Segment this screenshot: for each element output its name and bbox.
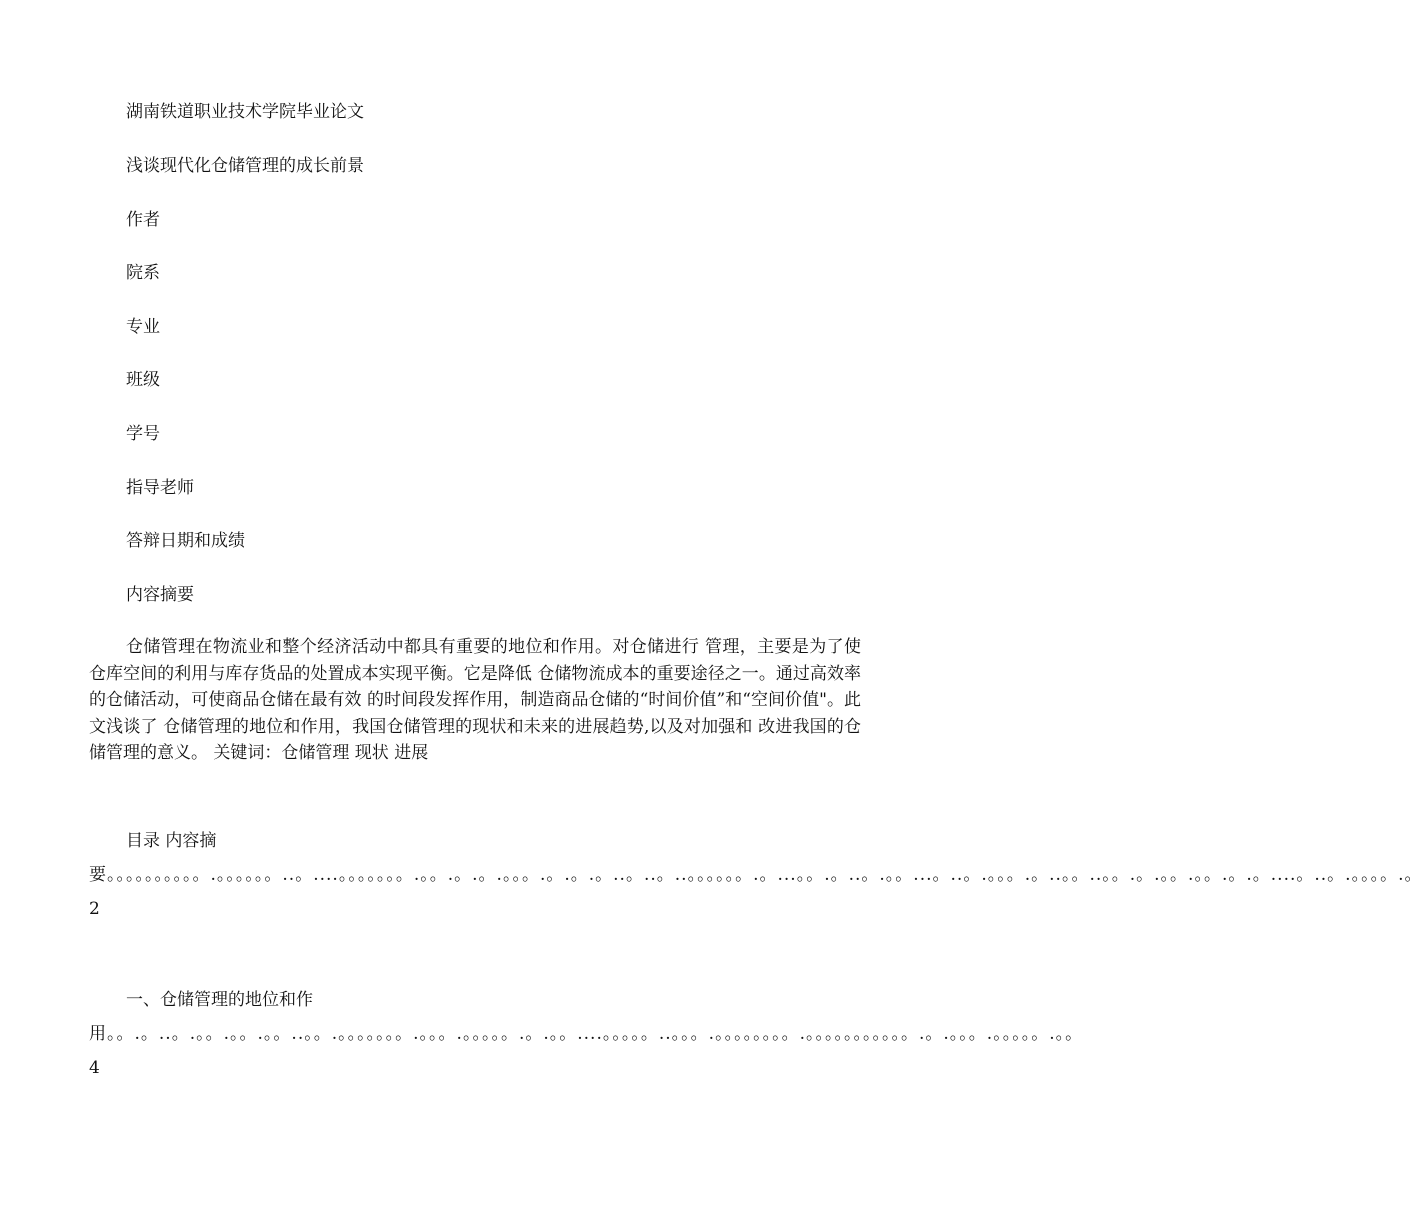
toc-entry-title: 一、仓储管理的地位和作 [126, 990, 313, 1010]
thesis-title: 浅谈现代化仓储管理的成长前景 [126, 156, 364, 176]
toc-entry-page: 4 [89, 1058, 100, 1078]
field-department: 院系 [126, 263, 160, 283]
toc-entry-page: 2 [89, 899, 100, 919]
toc-entry-section-1[interactable] [89, 983, 1084, 1085]
abstract-body: 仓储管理在物流业和整个经济活动中都具有重要的地位和作用。对仓储进行 管理，主要是为了使仓库空间的利用与库存货品的处置成本实现平衡。它是降低 仓储物流成本的重要途径之一。通过高效率的仓储活动，可使商品仓储在最有效 的时间段发挥作用，制造商品仓储的“时间价值”和“空间价值"。此文浅谈了 仓储管理的地位和作用，我国仓储管理的现状和未来的进展趋势,以及对加强和 改进我国的仓储管理的意义。 关键词：仓储管理 现状 进展 [89, 637, 861, 763]
toc-entry-abstract[interactable] [89, 824, 1423, 964]
field-defense-date-grade: 答辩日期和成绩 [126, 531, 245, 551]
field-author: 作者 [126, 210, 160, 230]
field-major: 专业 [126, 317, 160, 337]
field-advisor: 指导老师 [126, 478, 194, 498]
field-student-id: 学号 [126, 424, 160, 444]
abstract-heading: 内容摘要 [126, 585, 194, 605]
toc-entry-dots: 要。。。。。。。。。。.。。。。。。..。....。。。。。。。.。。.。.。.。。。.。.。.。..。..。..。。。。。。.。...。。.。..。.。。...。..。.。。。.。..。。..。。.。.。。.。。.。.。....。..。.。。。。.。 [89, 865, 1423, 885]
field-class: 班级 [126, 370, 160, 390]
school-thesis-label: 湖南铁道职业技术学院毕业论文 [126, 102, 364, 122]
toc-entry-dots: 用。。.。..。.。。.。。.。。..。。.。。。。。。。.。。。.。。。。。.。.。。....。。。。。..。。。.。。。。。。。。.。。。。。。。。。。。.。.。。。.。。。。。.。。 [89, 1024, 1084, 1044]
toc-entry-title: 目录 内容摘 [126, 831, 217, 851]
